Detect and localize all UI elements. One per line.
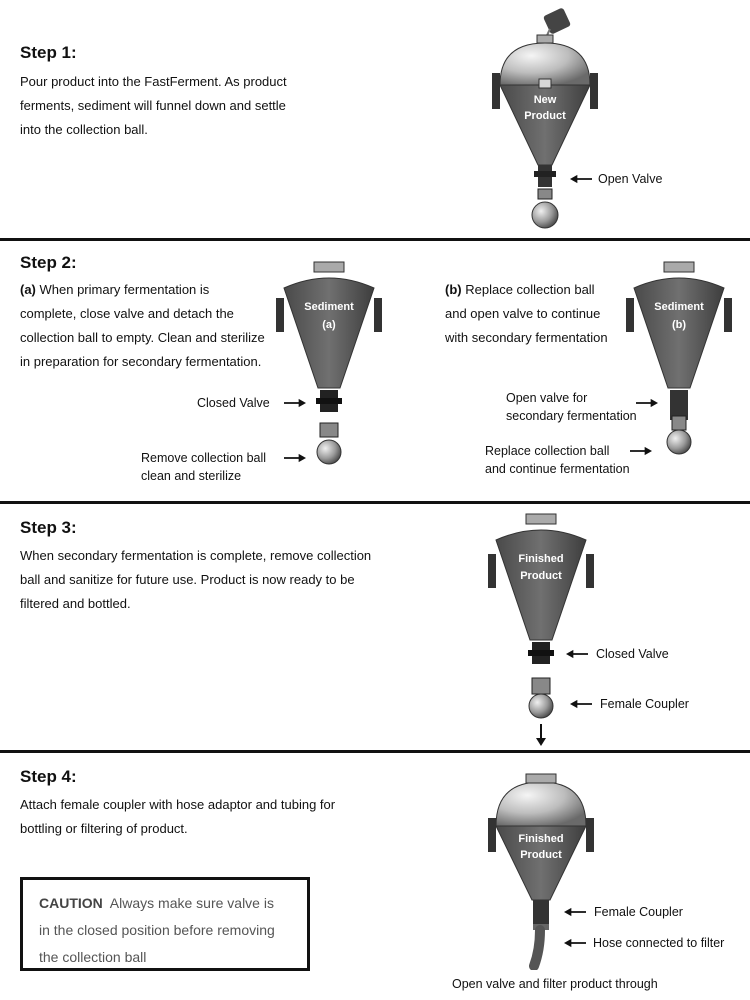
step1-fermenter-diagram [480,5,610,235]
caution-box: CAUTION Always make sure valve is in the closed position before removing the collection ball [20,877,310,971]
step2-title: Step 2: [20,253,77,272]
svg-text:Sediment: Sediment [304,301,354,313]
svg-text:New: New [533,94,557,106]
collection-ball [532,202,558,228]
step2a-closed-valve-label: Closed Valve [197,396,270,410]
svg-text:(a): (a) [322,319,336,331]
hose [534,930,540,966]
step3-title: Step 3: [20,518,77,537]
step4-hose-arrow [564,938,586,948]
caution-heading: CAUTION [39,895,103,911]
step4-hose-label: Hose connected to filter [593,936,725,950]
svg-text:Finished: Finished [518,833,564,845]
step2a-closed-valve-arrow [284,398,306,408]
divider-2 [0,501,750,504]
female-coupler [532,678,550,694]
svg-text:Finished: Finished [518,553,564,565]
step3-closed-valve-arrow [566,649,588,659]
removed-collection-ball [317,440,341,464]
step2b-open-valve-arrow [636,398,658,408]
replaced-collection-ball [667,430,691,454]
step4-coupler-arrow [564,907,586,917]
step4-title: Step 4: [20,767,77,786]
step3-closed-valve-label: Closed Valve [596,647,669,661]
step2a-remove-label: Remove collection ball clean and sterilize [141,451,267,483]
step2a-remove-arrow [284,453,306,463]
step2b-open-valve-label: Open valve for secondary fermentation [506,391,637,423]
divider-3 [0,750,750,753]
step3-female-coupler-label: Female Coupler [600,697,689,711]
divider-1 [0,238,750,241]
step3-coupler-arrow [570,699,592,709]
step2b-replace-label: Replace collection ball and continue fermentation [485,444,630,476]
step1-description: Pour product into the FastFerment. As product ferments, sediment will funnel down and settle into the collection ball. [20,74,287,137]
step1-open-valve-label: Open Valve [598,172,663,186]
svg-text:Product: Product [520,570,562,582]
svg-text:Sediment: Sediment [654,301,704,313]
step4-caption: Open valve and filter product through [452,977,658,991]
step1-title: Step 1: [20,43,77,62]
step4-female-coupler-label: Female Coupler [594,905,683,919]
svg-text:(b): (b) [671,319,687,331]
step4-description: Attach female coupler with hose adaptor and tubing for bottling or filtering of product. [20,797,336,836]
valve [533,900,549,924]
step2b-description: (b) Replace collection ball and open valve to continue with secondary fermentation [445,282,608,345]
svg-text:Product: Product [524,110,566,122]
step2b-fermenter-diagram [620,258,740,468]
step2a-fermenter-diagram [270,258,390,468]
step1-valve-arrow [570,174,592,184]
step3-fermenter-diagram [482,510,602,750]
step2b-replace-arrow [630,446,652,456]
down-arrow-icon [536,724,546,746]
collection-ball [529,694,553,718]
step3-description: When secondary fermentation is complete, remove collection ball and sanitize for future use. Product is now ready to be filtered and bottled. [20,548,372,611]
step2a-description: (a) When primary fermentation is complete, close valve and detach the collection ball to empty. Clean and sterilize in preparation for secondary fermentation. [20,282,265,369]
svg-text:Product: Product [520,849,562,861]
